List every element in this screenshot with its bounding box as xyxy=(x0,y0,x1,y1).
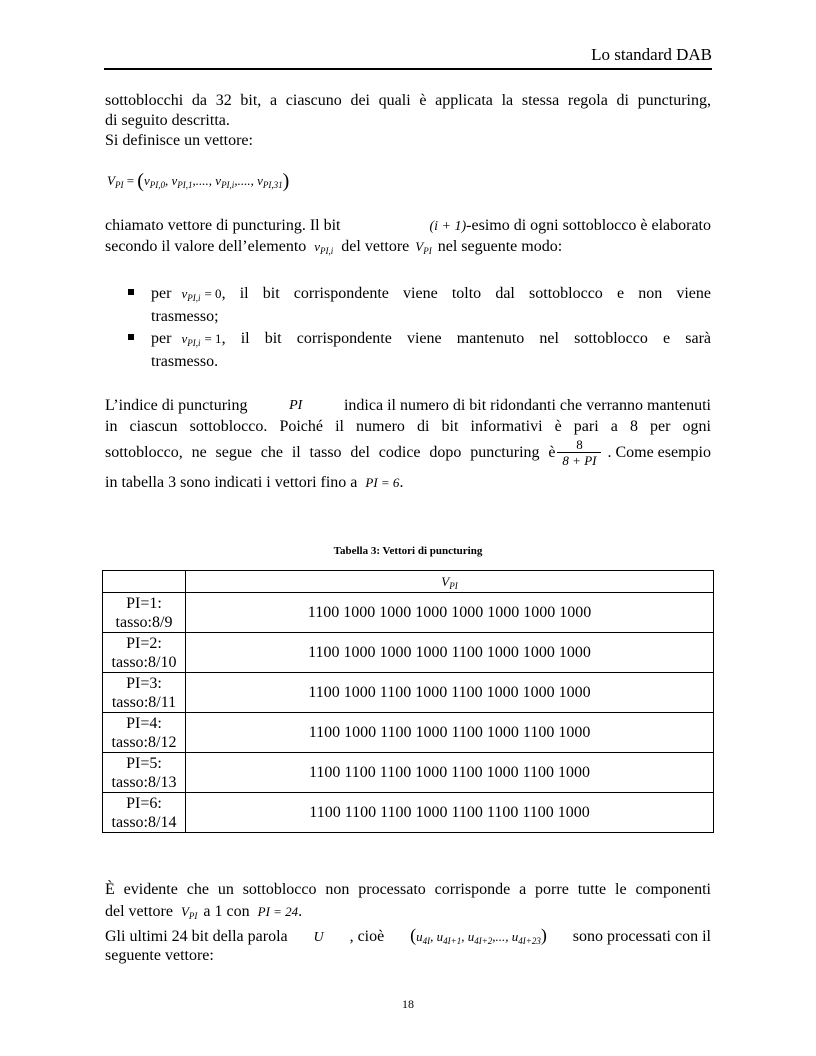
para1-line2: di seguito descritta. xyxy=(105,112,230,129)
para1-line3: Si definisce un vettore: xyxy=(105,132,253,149)
para3-line1: L’indice di puncturing PI indica il numero di bit ridondanti che verranno mantenuti xyxy=(105,397,711,414)
table-pi-cell: PI=6: tasso:8/14 xyxy=(103,793,186,833)
bullet-2-line2: trasmesso. xyxy=(151,353,219,370)
table-vector-cell: 1100 1000 1000 1000 1000 1000 1000 1000 xyxy=(186,593,714,633)
bullet-1-line2: trasmesso; xyxy=(151,308,219,325)
table-vector-cell: 1100 1100 1100 1000 1100 1000 1100 1000 xyxy=(186,753,714,793)
para4-line3: Gli ultimi 24 bit della parola U , cioè ($u_{4I}$, $u_{4I+1}$, $u_{4I+2}$,..., $u_{4I+23}$) sono processati con il xyxy=(105,925,711,951)
rate-fraction: $\frac{8}{8 + PI}$ xyxy=(557,437,601,469)
table-vector-cell: 1100 1100 1100 1000 1100 1100 1100 1000 xyxy=(186,793,714,833)
page-number: 18 xyxy=(402,997,414,1011)
table-row xyxy=(103,713,714,753)
table-vector-cell: 1100 1000 1100 1000 1100 1000 1000 1000 xyxy=(186,673,714,713)
bullet-marker xyxy=(128,289,134,295)
table-row xyxy=(103,793,714,833)
table-vector-cell: 1100 1000 1000 1000 1100 1000 1000 1000 xyxy=(186,633,714,673)
table-caption: Tabella 3: Vettori di puncturing xyxy=(333,545,483,557)
table-row xyxy=(103,633,714,673)
table-pi-cell: PI=3: tasso:8/11 xyxy=(103,673,186,713)
table-header-vpi: $V_{PI}$ xyxy=(186,571,714,593)
bullet-1-line1: per $v_{PI,i} = 0$ , il bit corrispondente viene tolto dal sottoblocco e non viene xyxy=(151,285,711,303)
running-header: Lo standard DAB xyxy=(591,45,712,64)
para2-line1: chiamato vettore di puncturing. Il bit (i + 1)-esimo di ogni sottoblocco è elaborato xyxy=(105,217,711,234)
table-row xyxy=(103,593,714,633)
table-pi-cell: PI=5: tasso:8/13 xyxy=(103,753,186,793)
bullet-2-line1: per $v_{PI,i} = 1$ , il bit corrispondente viene mantenuto nel sottoblocco e sarà xyxy=(151,330,711,348)
table-vector-cell: 1100 1000 1100 1000 1100 1000 1100 1000 xyxy=(186,713,714,753)
table-pi-cell: PI=1: tasso:8/9 xyxy=(103,593,186,633)
puncturing-table xyxy=(102,570,714,833)
table-pi-cell: PI=4: tasso:8/12 xyxy=(103,713,186,753)
table-pi-cell: PI=2: tasso:8/10 xyxy=(103,633,186,673)
word-bits-formula: ($u_{4I}$, $u_{4I+1}$, $u_{4I+2}$,..., $u_{4I+23}$) xyxy=(410,925,547,946)
para4-line4: seguente vettore: xyxy=(105,947,214,964)
table-row xyxy=(103,673,714,713)
para1-line1: sottoblocchi da 32 bit, a ciascuno dei quali è applicata la stessa regola di puncturing, xyxy=(105,92,711,109)
header-rule xyxy=(104,68,712,70)
table-row xyxy=(103,753,714,793)
bullet-marker xyxy=(128,334,134,340)
table-corner-cell xyxy=(103,571,186,593)
para3-line4: in tabella 3 sono indicati i vettori fino a PI = 6. xyxy=(105,474,404,491)
para4-line2: del vettore $V_{PI}$ a 1 con PI = 24. xyxy=(105,903,303,921)
formula-vpi: $V_{PI} = (v_{PI,0}$, $v_{PI,1}$,...., $v_{PI,i}$,...., $v_{PI,31}$) xyxy=(107,170,290,192)
para4-line1: È evidente che un sottoblocco non processato corrisponde a porre tutte le componenti xyxy=(105,881,711,898)
para2-line2: secondo il valore dell’elemento $v_{PI,i}$ del vettore $V_{PI}$ nel seguente modo: xyxy=(105,238,563,256)
para3-line2: in ciascun sottoblocco. Poiché il numero di bit informativi è pari a 8 per ogni xyxy=(105,418,711,435)
table-header-row xyxy=(103,571,714,593)
para3-line3: sottoblocco, ne segue che il tasso del codice dopo puncturing è $\frac{8}{8 + PI}$ . Come esempio xyxy=(105,437,711,468)
